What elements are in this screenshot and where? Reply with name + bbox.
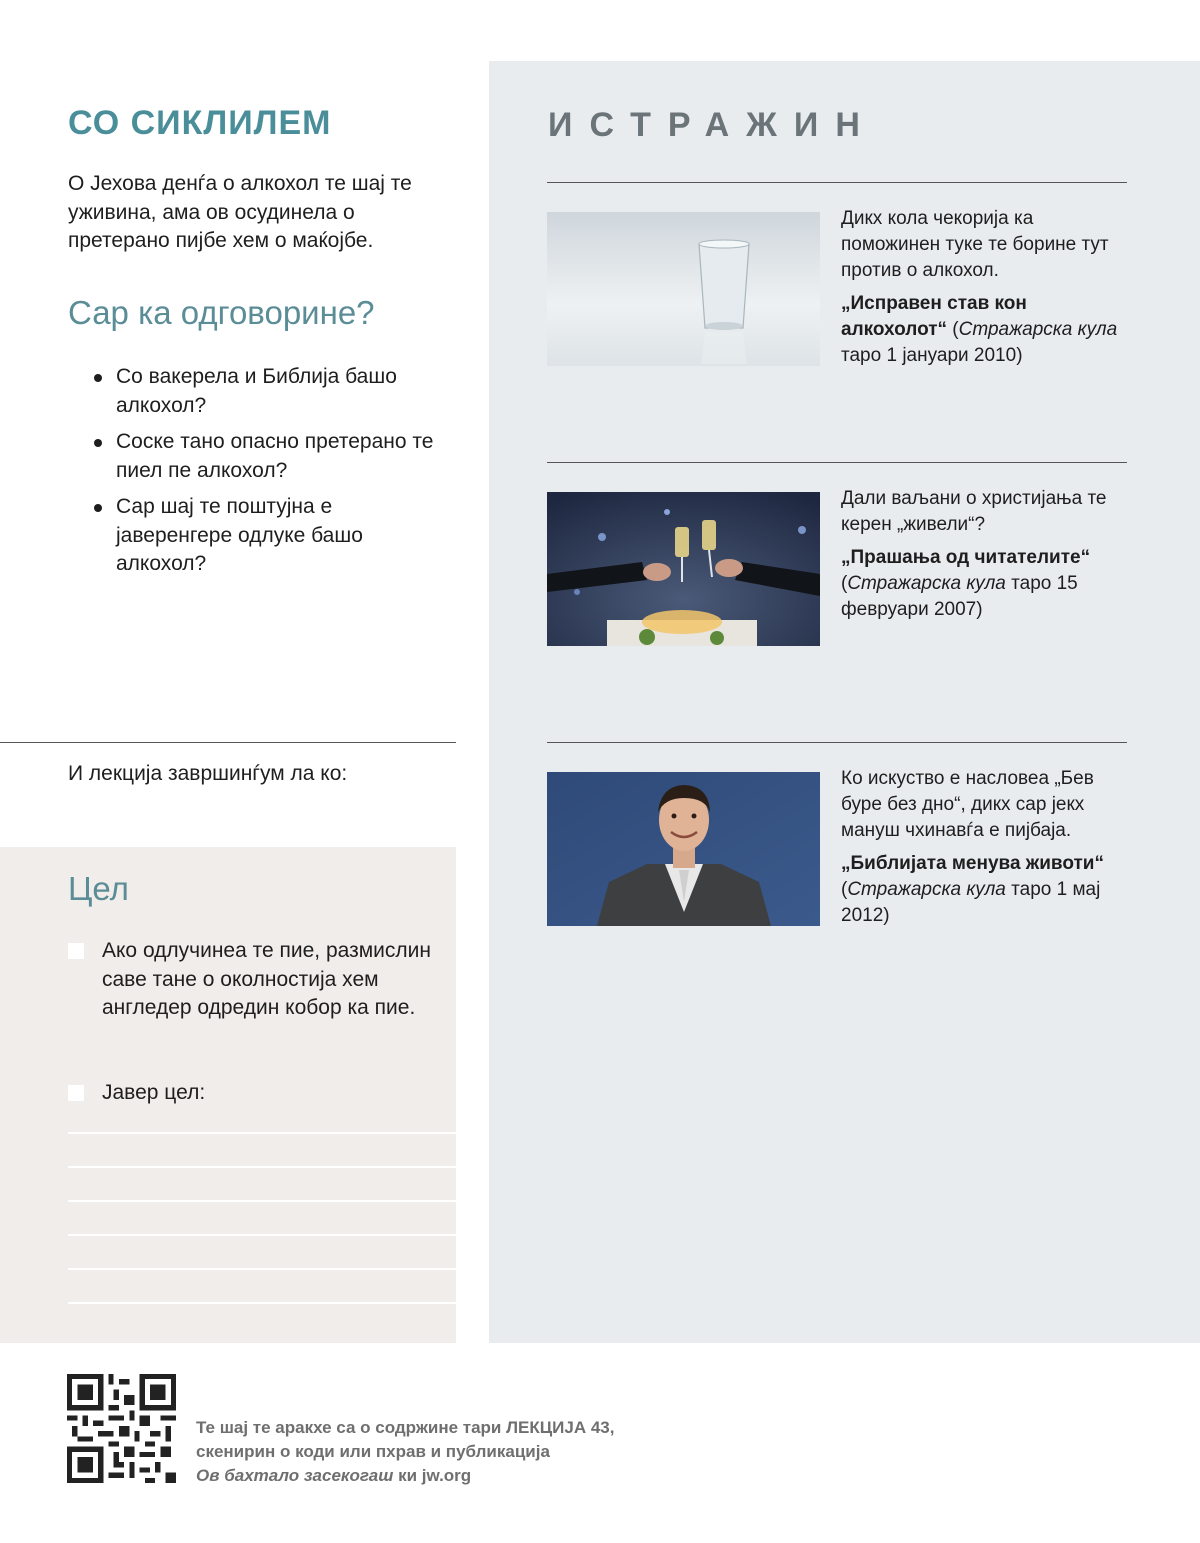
reference-source: Стражарска кула xyxy=(958,319,1118,340)
review-question: Со вакерела и Библија башо алкохол? xyxy=(92,363,452,420)
research-item: Ко искуство е насловеа „Бев буре без дно“, дикх сар јекх мануш чхинавѓа е пијбаја. „Библијата менува животи“ (Стражарска кула таро 1 мај 2012) xyxy=(841,766,1136,929)
divider xyxy=(547,462,1127,463)
divider xyxy=(547,742,1127,743)
checkbox-icon[interactable] xyxy=(68,943,84,959)
writing-line[interactable] xyxy=(68,1302,456,1304)
bullet-icon xyxy=(94,374,102,382)
qr-code-icon[interactable] xyxy=(67,1374,176,1483)
research-question: Ко искуство е насловеа „Бев буре без дно“, дикх сар јекх мануш чхинавѓа е пијбаја. xyxy=(841,768,1094,841)
research-question: Дикх кола чекорија ка поможинен туке те борине тут против о алкохол. xyxy=(841,208,1109,281)
publication-title[interactable]: Ов бахтало засекогаш xyxy=(196,1466,394,1485)
checkbox-icon[interactable] xyxy=(68,1085,84,1101)
reference-date: таро 15 февруари 2007 xyxy=(841,573,1078,620)
review-question: Соске тано опасно претерано те пиел пе алкохол? xyxy=(92,428,452,485)
reference-title[interactable]: „Библијата менува животи“ xyxy=(841,853,1104,874)
reference-date: таро 1 јануари 2010 xyxy=(841,345,1017,366)
goal-checkbox-item[interactable] xyxy=(68,937,438,1023)
research-question: Дали ваљани о христијања те керен „живели“? xyxy=(841,488,1107,535)
research-item: Дали ваљани о христијања те керен „живели“? „Прашања од читателите“ (Стражарска кула таро 15 февруари 2007) xyxy=(841,486,1136,623)
toast-champagne-image xyxy=(547,492,820,646)
review-question: Сар шај те поштујна е јаверенгере одлуке башо алкохол? xyxy=(92,493,452,579)
reference-title[interactable]: „Прашања од читателите“ xyxy=(841,547,1091,568)
goal-text: Јавер цел: xyxy=(102,1081,206,1104)
divider xyxy=(547,182,1127,183)
reference-date: таро 1 мај 2012 xyxy=(841,879,1101,926)
reference-source: Стражарска кула xyxy=(847,879,1006,900)
footer-text xyxy=(196,1416,614,1488)
footer-line: Те шај те аракхе са о содржине тари ЛЕКЦИЈА 43, xyxy=(196,1418,615,1437)
reference-source: Стражарска кула xyxy=(847,573,1006,594)
research-item: Дикх кола чекорија ка поможинен туке те борине тут против о алкохол. „Исправен став кон алкохолот“ (Стражарска кула таро 1 јануари 2010) xyxy=(841,206,1136,369)
writing-line[interactable] xyxy=(68,1234,456,1236)
writing-line[interactable] xyxy=(68,1268,456,1270)
summary-heading: СО СИКЛИЛЕМ xyxy=(68,104,332,142)
bullet-icon xyxy=(94,439,102,447)
summary-text: О Јехова денѓа о алкохол те шај те уживина, ама ов осудинела о претерано пијбе хем о маќојбе. xyxy=(68,172,412,252)
research-heading: ИСТРАЖИН xyxy=(548,106,877,144)
review-heading: Сар ка одговорине? xyxy=(68,294,375,331)
reference-title[interactable]: „Исправен став кон алкохолот“ xyxy=(841,293,1027,340)
empty-glass-image xyxy=(547,212,820,366)
review-questions-list xyxy=(92,363,452,587)
footer-link[interactable]: ки jw.org xyxy=(393,1466,472,1485)
goal-heading: Цел xyxy=(68,870,129,907)
goal-text: Ако одлучинеа те пие, размислин саве тане о околностија хем англедер одредин кобор ка пие. xyxy=(102,939,431,1019)
footer-line: скенирин о коди или пхрав и публикација xyxy=(196,1442,550,1461)
bullet-icon xyxy=(94,504,102,512)
writing-line[interactable] xyxy=(68,1132,456,1134)
goal-checkbox-item[interactable] xyxy=(68,1079,438,1108)
smiling-man-image xyxy=(547,772,820,926)
completed-label: И лекција завршинѓум ла ко: xyxy=(68,762,348,785)
writing-line[interactable] xyxy=(68,1200,456,1202)
writing-line[interactable] xyxy=(68,1166,456,1168)
divider xyxy=(0,742,456,743)
